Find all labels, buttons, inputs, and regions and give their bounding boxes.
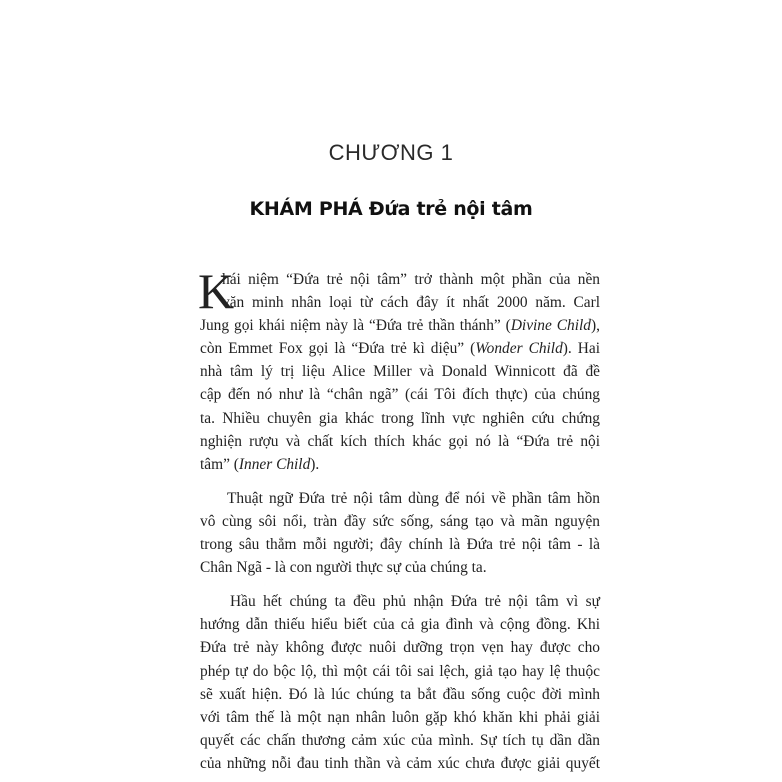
italic-term: Divine Child — [510, 317, 591, 335]
text-line: K hái niệm “Đứa trẻ nội tâm” trở thành một phần của nền — [198, 263, 600, 319]
chapter-number: CHƯƠNG 1 — [328, 140, 454, 165]
drop-cap: K — [198, 263, 235, 319]
text-line: tâm” (Inner Child). — [200, 455, 320, 473]
text-line: còn Emmet Fox gọi là “Đứa trẻ kì diệu” (Wonder Child). Hai — [200, 340, 600, 358]
text-line: vô cùng sôi nổi, tràn đầy sức sống, sáng tạo và mãn nguyện — [200, 512, 600, 530]
body-text — [198, 263, 600, 775]
text-line: văn minh nhân loại từ cách đây ít nhất 2000 năm. Carl — [222, 294, 600, 312]
text-line: ta. Nhiều chuyên gia khác trong lĩnh vực nghiên cứu chứng — [200, 409, 600, 427]
text-line: của những nỗi đau tinh thần và cảm xúc chưa được giải quyết — [200, 754, 600, 772]
text-line: quyết các chấn thương cảm xúc của mình. Sự tích tụ dần dần — [200, 731, 600, 749]
text-line: Hầu hết chúng ta đều phủ nhận Đứa trẻ nội tâm vì sự — [230, 593, 600, 611]
paragraph-3 — [200, 590, 600, 775]
text-line: trong sâu thẳm mỗi người; đây chính là Đứa trẻ nội tâm - là — [200, 536, 600, 554]
text-line: Jung gọi khái niệm này là “Đứa trẻ thần thánh” (Divine Child), — [200, 317, 600, 335]
text-line: nhà tâm lý trị liệu Alice Miller và Donald Winnicott đã đề — [200, 363, 600, 381]
text-line: Chân Ngã - là con người thực sự của chúng ta. — [200, 559, 487, 577]
text-line: với tâm thế là một nạn nhân luôn gặp khó khăn khi phải giải — [200, 708, 600, 726]
text-line: nghiện rượu và chất kích thích khác gọi nó là “Đứa trẻ nội — [200, 432, 600, 450]
italic-term: Inner Child — [238, 455, 311, 473]
italic-term: Wonder Child — [475, 340, 563, 358]
paragraph-2 — [200, 487, 600, 579]
chapter-title: KHÁM PHÁ Đứa trẻ nội tâm — [249, 198, 533, 220]
text-line: cập đến nó như là “chân ngã” (cái Tôi đích thực) của chúng — [200, 386, 600, 404]
text-line: hướng dẫn thiếu hiểu biết của cả gia đình và cộng đồng. Khi — [200, 616, 600, 634]
text-line: phép tự do bộc lộ, thì một cái tôi sai lệch, giả tạo hay lệ thuộc — [200, 662, 600, 680]
paragraph-1 — [198, 263, 600, 476]
text-line: Thuật ngữ Đứa trẻ nội tâm dùng để nói về phần tâm hồn — [227, 489, 600, 507]
text-line: Đứa trẻ này không được nuôi dưỡng trọn vẹn hay được cho — [200, 639, 600, 657]
text-line: sẽ xuất hiện. Đó là lúc chúng ta bắt đầu sống cuộc đời mình — [200, 685, 600, 703]
